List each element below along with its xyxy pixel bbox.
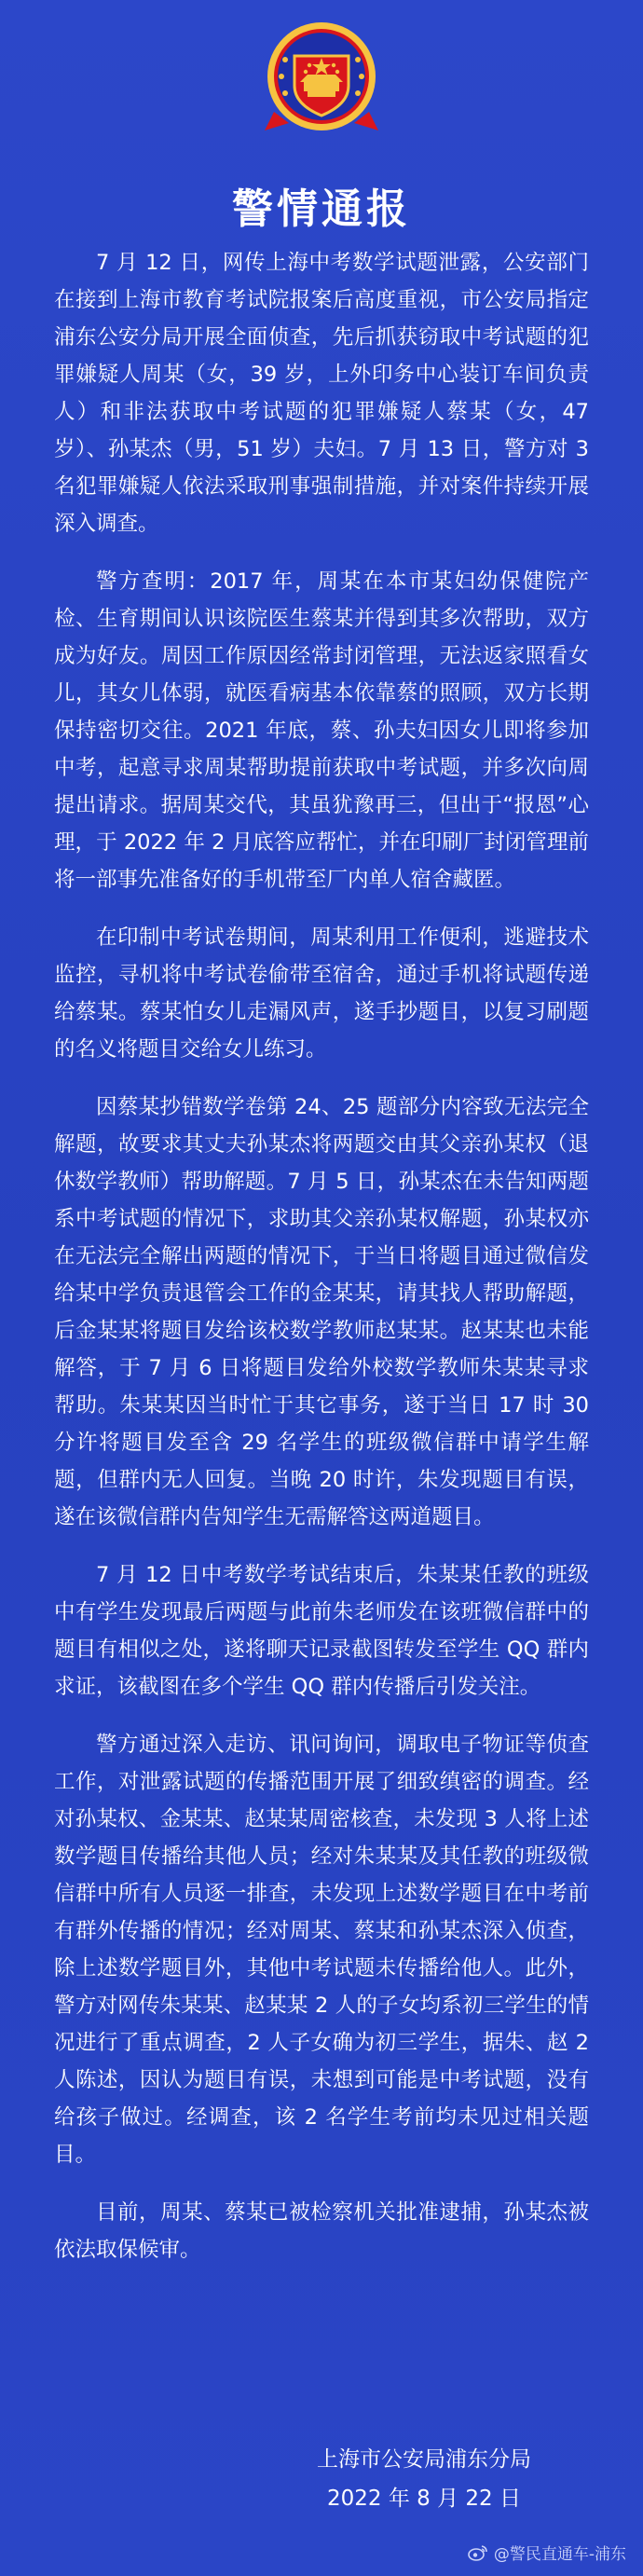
paragraph-1: 7 月 12 日，网传上海中考数学试题泄露，公安部门在接到上海市教育考试院报案后高度重视，市公安局指定浦东公安分局开展全面侦查，先后抓获窃取中考试题的犯罪嫌疑人周某（女，39 岁，上外印务中心装订车间负责人）和非法获取中考试题的犯罪嫌疑人蔡某（女，47 岁）、孙某杰（男，51 岁）夫妇。7 月 13 日，警方对 3 名犯罪嫌疑人依法采取刑事强制措施，并对案件持续开展深入调查。 xyxy=(54,251,589,536)
signature-organization: 上海市公安局浦东分局 xyxy=(317,2447,531,2472)
weibo-watermark xyxy=(468,2541,626,2564)
watermark-text: @警民直通车-浦东 xyxy=(493,2545,626,2564)
police-emblem-icon xyxy=(261,19,382,140)
paragraph-2: 警方查明：2017 年，周某在本市某妇幼保健院产检、生育期间认识该院医生蔡某并得到其多次帮助，双方成为好友。周因工作原因经常封闭管理，无法返家照看女儿，其女儿体弱，就医看病基本依靠蔡的照顾，双方长期保持密切交往。2021 年底，蔡、孙夫妇因女儿即将参加中考，起意寻求周某帮助提前获取中考试题，并多次向周提出请求。据周某交代，其虽犹豫再三，但出于“报恩”心理，于 2022 年 2 月底答应帮忙，并在印刷厂封闭管理前将一部事先准备好的手机带至厂内单人宿舍藏匿。 xyxy=(54,569,589,892)
paragraph-5: 7 月 12 日中考数学考试结束后，朱某某任教的班级中有学生发现最后两题与此前朱老师发在该班微信群中的题目有相似之处，遂将聊天记录截图转发至学生 QQ 群内求证，该截图在多个学生 QQ 群内传播后引发关注。 xyxy=(54,1563,589,1699)
paragraph-6: 警方通过深入走访、讯问询问，调取电子物证等侦查工作，对泄露试题的传播范围开展了细致缜密的调查。经对孙某权、金某某、赵某某周密核查，未发现 3 人将上述数学题目传播给其他人员；经对朱某某及其任教的班级微信群中所有人员逐一排查，未发现上述数学题目在中考前有群外传播的情况；经对周某、蔡某和孙某杰深入侦查，除上述数学题目外，其他中考试题未传播给他人。此外，警方对网传朱某某、赵某某 2 人的子女均系初三学生的情况进行了重点调查，2 人子女确为初三学生，据朱、赵 2 人陈述，因认为题目有误，未想到可能是中考试题，没有给孩子做过。经调查，该 2 名学生考前均未见过相关题目。 xyxy=(54,1733,589,2167)
paragraph-7: 目前，周某、蔡某已被检察机关批准逮捕，孙某杰被依法取保候审。 xyxy=(54,2200,589,2262)
paragraph-4: 因蔡某抄错数学卷第 24、25 题部分内容致无法完全解题，故要求其丈夫孙某杰将两题交由其父亲孙某权（退休数学教师）帮助解题。7 月 5 日，孙某杰在未告知两题系中考试题的情况下，求助其父亲孙某权解题，孙某权亦在无法完全解出两题的情况下，于当日将题目通过微信发给某中学负责退管会工作的金某某，请其找人帮助解题，后金某某将题目发给该校数学教师赵某某。赵某某也未能解答，于 7 月 6 日将题目发给外校数学教师朱某某寻求帮助。朱某某因当时忙于其它事务，遂于当日 17 时 30 分许将题目发至含 29 名学生的班级微信群中请学生解题，但群内无人回复。当晚 20 时许，朱发现题目有误，遂在该微信群内告知学生无需解答这两道题目。 xyxy=(54,1095,589,1529)
paragraph-3: 在印制中考试卷期间，周某利用工作便利，逃避技术监控，寻机将中考试卷偷带至宿舍，通过手机将试题传递给蔡某。蔡某怕女儿走漏风声，遂手抄题目，以复习刷题的名义将题目交给女儿练习。 xyxy=(54,925,589,1062)
signature-block xyxy=(270,2440,578,2518)
page-title: 警情通报 xyxy=(232,185,411,233)
weibo-icon xyxy=(468,2544,488,2561)
notice-body xyxy=(54,244,589,2289)
signature-date: 2022 年 8 月 22 日 xyxy=(327,2487,521,2511)
